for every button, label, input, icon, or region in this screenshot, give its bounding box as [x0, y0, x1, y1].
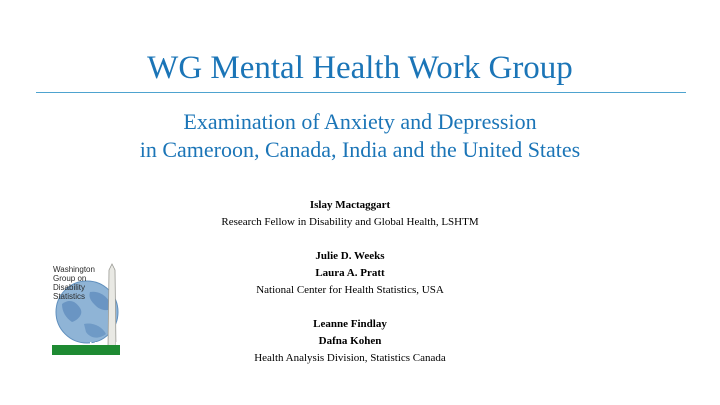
author-affiliation: National Center for Health Statistics, USA: [256, 284, 444, 296]
logo-text-line-3: Disability: [53, 283, 86, 292]
logo-text-line-1: Washington: [53, 265, 95, 274]
author-name: Laura A. Pratt: [315, 267, 385, 279]
author-affiliation: Research Fellow in Disability and Global Health, LSHTM: [221, 216, 479, 228]
washington-group-logo: [50, 262, 120, 355]
slide-title: WG Mental Health Work Group: [147, 50, 573, 86]
logo-text-line-2: Group on: [53, 274, 87, 283]
author-name: Julie D. Weeks: [315, 250, 385, 262]
title-divider: [36, 92, 686, 93]
author-name: Leanne Findlay: [313, 318, 387, 330]
author-name: Dafna Kohen: [318, 335, 382, 347]
author-affiliation: Health Analysis Division, Statistics Canada: [254, 352, 446, 364]
logo-text-line-4: Statistics: [53, 292, 86, 301]
subtitle-line-1: Examination of Anxiety and Depression: [183, 109, 537, 134]
slide-subtitle: [0, 108, 720, 164]
subtitle-line-2: in Cameroon, Canada, India and the United States: [139, 137, 581, 162]
washington-group-logo-graphic: [50, 262, 120, 355]
author-name: Islay Mactaggart: [309, 199, 391, 211]
